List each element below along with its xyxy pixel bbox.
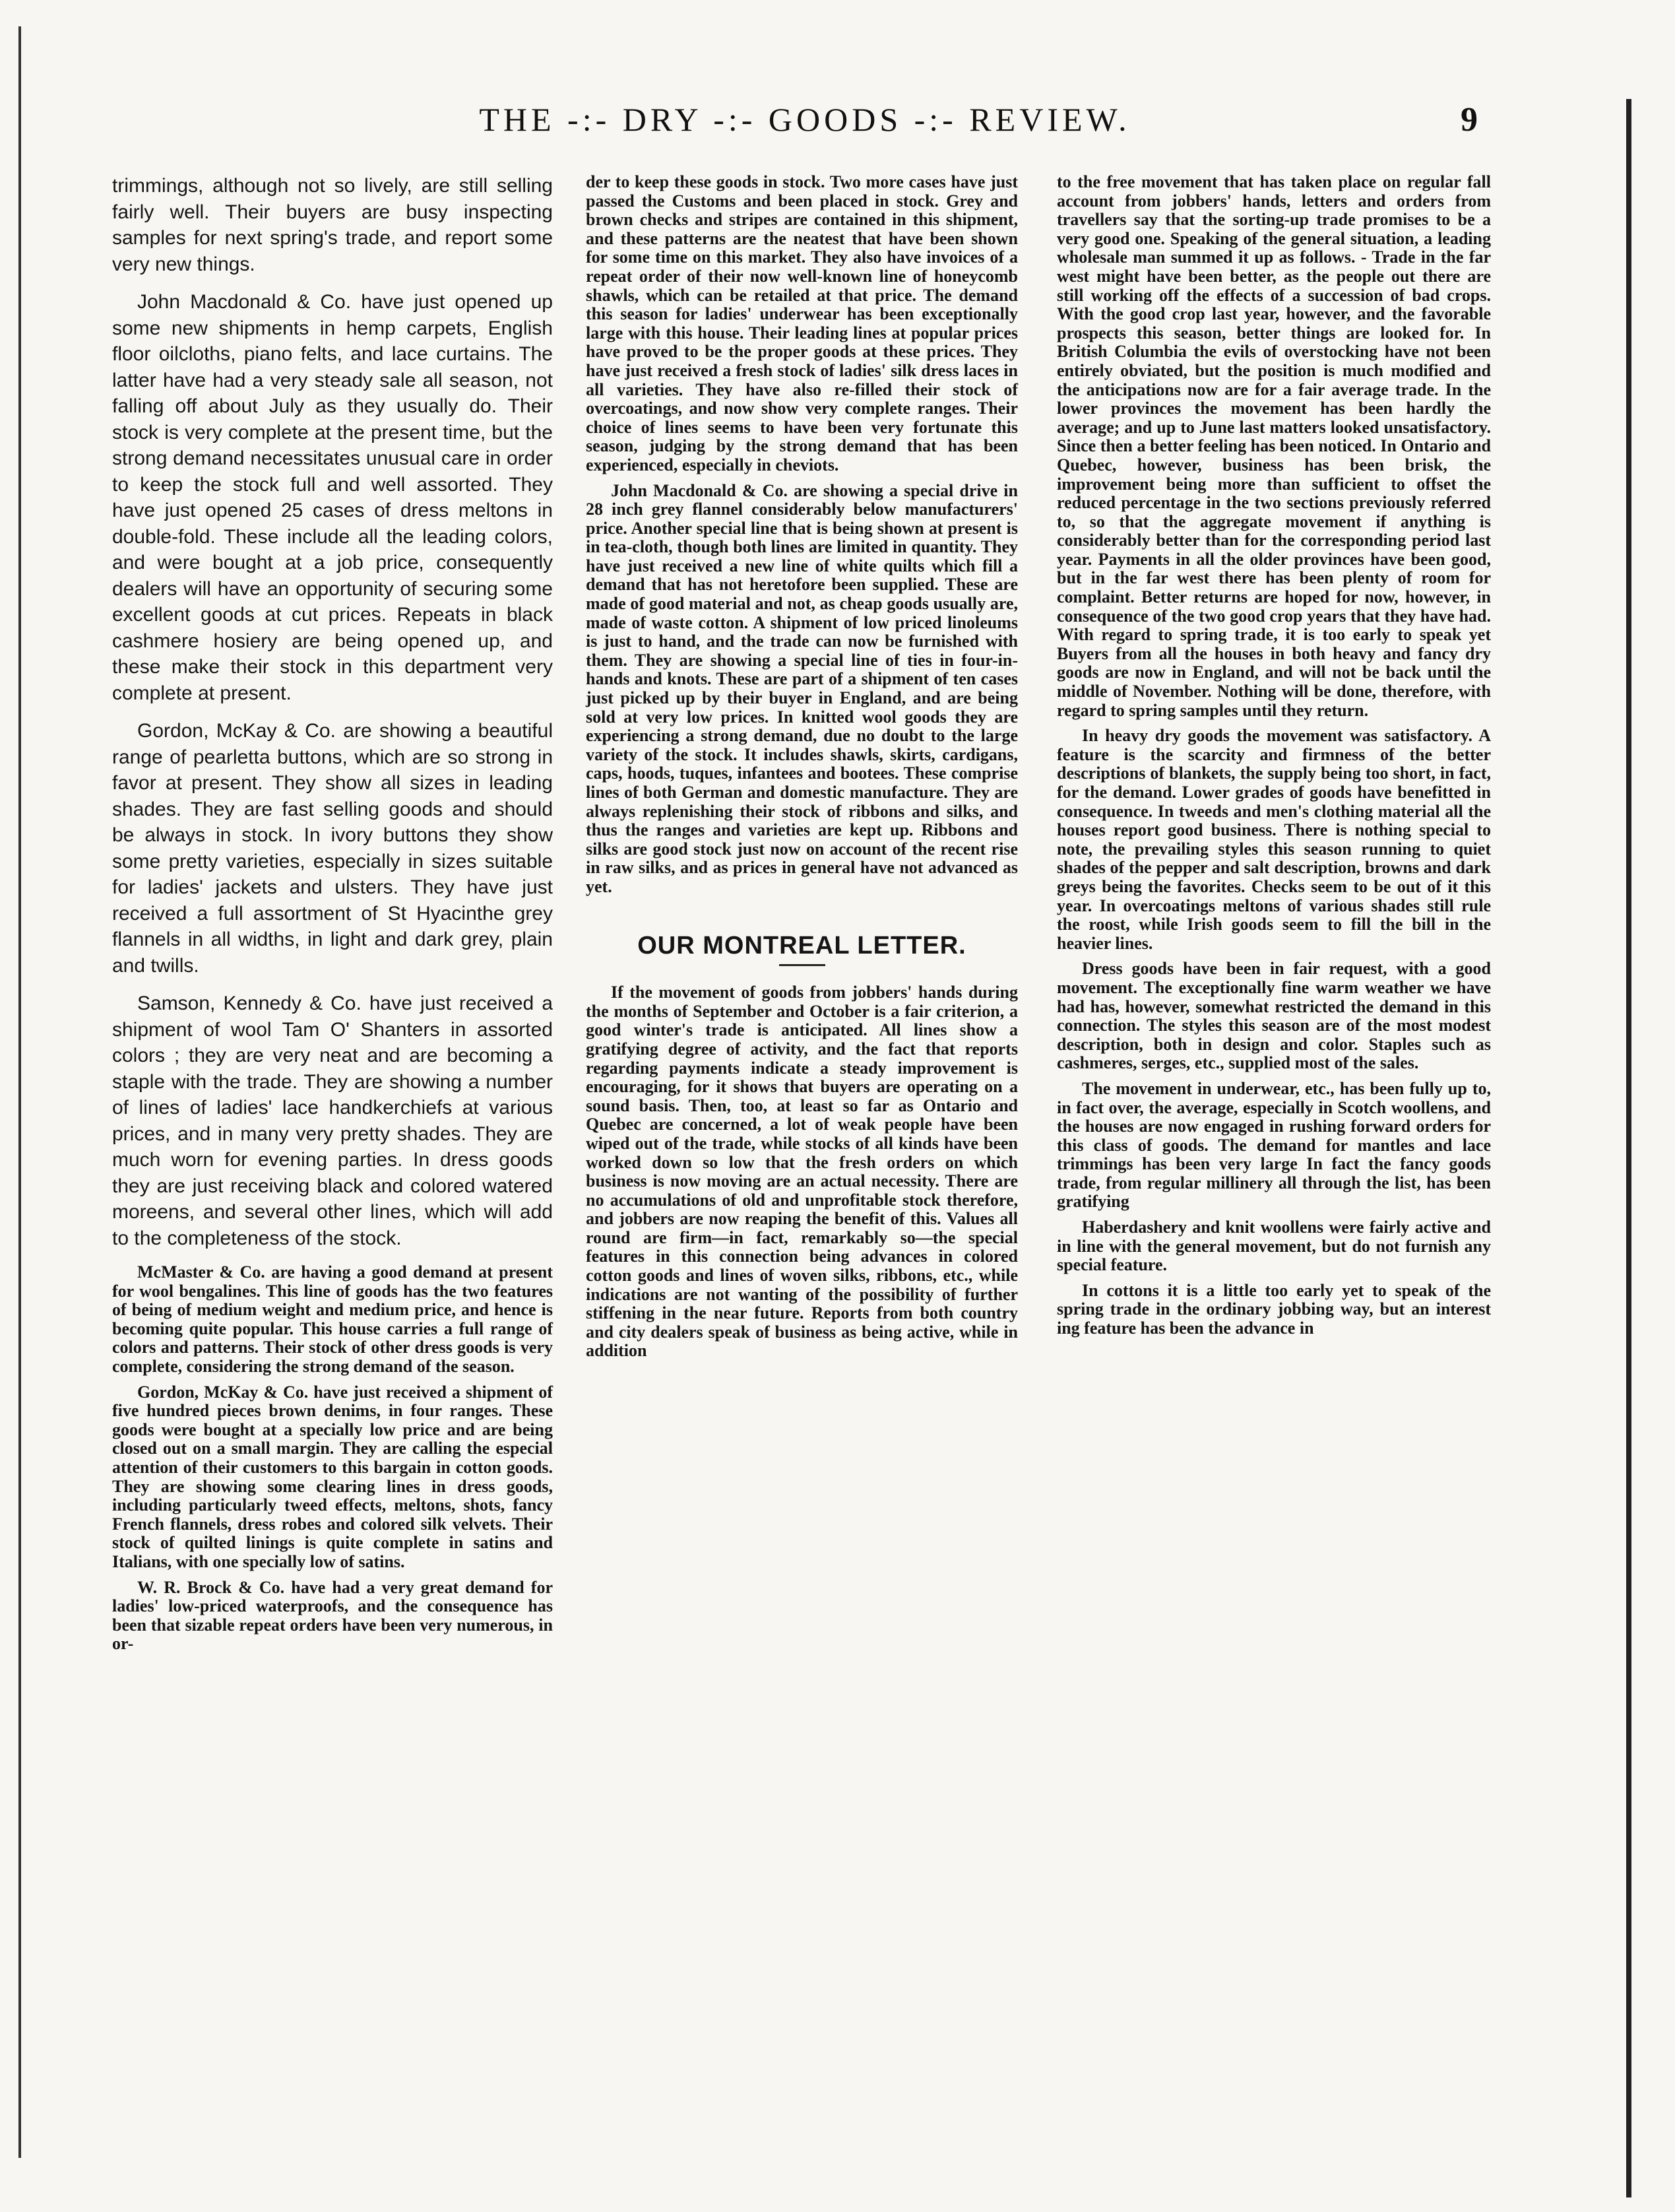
page-header xyxy=(106,100,1504,153)
page-edge-left xyxy=(18,26,21,2158)
paragraph: trimmings, although not so lively, are still selling fairly well. Their buyers are busy inspecting samples for next spring's trade, and report some very new things. xyxy=(112,175,553,275)
paragraph: to the free movement that has taken place on regular fall account from jobbers' hands, letters and orders from travellers say that the sorting-up trade promises to be a very good one. Speaking of the general situation, a leading wholesale man summed it up as follows. - Trade in the far west might have been better, as the people out there are still working off the effects of a succession of bad crops. With the good crop last year, however, and the favorable prospects this season, better things are looked for. In British Columbia the evils of overstocking have not been entirely obviated, but the position is much modified and the anticipations now are for a fair average trade. In the lower provinces the movement has been hardly the average; and up to June last matters looked unsatisfactory. Since then a better feeling has been noticed. In Ontario and Quebec, however, business has been brisk, the improvement being more than sufficient to offset the reduced percentage in the two sections previously referred to, so that the aggregate movement if anything is considerably better than for the corresponding period last year. Payments in all the older provinces have been good, but in the far west there has been plenty of room for complaint. Better returns are hoped for now, however, in consequence of the two good crop years that they have had. With regard to spring trade, it is too early to speak yet Buyers from all the houses in both heavy and fancy dry goods are now in England, and will not be back until the middle of November. Nothing will be done, therefore, with regard to spring samples until they return. xyxy=(1057,172,1491,720)
paragraph: McMaster & Co. are having a good demand at present for wool bengalines. This line of goods has the two features of being of medium weight and medium price, and hence is becoming quite popular. This house carries a full range of colors and patterns. Their stock of other dress goods is very complete, considering the strong demand of the season. xyxy=(112,1262,553,1376)
column-1-upper xyxy=(112,173,553,1251)
column-3 xyxy=(1057,173,1491,1345)
publication-title: THE -:- DRY -:- GOODS -:- REVIEW. xyxy=(479,101,1131,138)
paragraph: If the movement of goods from jobbers' hands during the months of September and October is a fair criterion, a good winter's trade is anticipated. All lines show a gratifying degree of activity, and the fact that reports regarding payments indicate a steady improvement is encouraging, for it shows that buyers are operating on a sound basis. Then, too, at least so far as Ontario and Quebec are concerned, a lot of weak people have been wiped out of the trade, while stocks of all kinds have been worked down so low that the fresh orders on which business is now moving are an actual necessity. There are no accumulations of old and unprofitable stock therefore, and jobbers are now reaping the benefit of this. Values all round are firm—in fact, remarkably so—the special features in this connection being advances in colored cotton goods and lines of woven silks, ribbons, etc., while indications are not wanting of the possibility of further stiffening in the near future. Reports from both country and city dealers speak of business as being active, while in addition xyxy=(586,983,1018,1361)
paragraph: In heavy dry goods the movement was satisfactory. A feature is the scarcity and firmness of the better descriptions of blankets, the supply being too short, in fact, for the demand. Lower grades of goods have benefitted in consequence. In tweeds and men's clothing material all the houses report good business. There is nothing special to note, the prevailing styles this season running to quiet shades of the pepper and salt description, browns and dark greys being the favorites. Checks seem to be out of it this year. In overcoatings meltons of various shades still rule the roost, while Irish goods seem to fill the bill in the heavier lines. xyxy=(1057,726,1491,953)
paragraph: Haberdashery and knit woollens were fairly active and in line with the general movement, but do not furnish any special feature. xyxy=(1057,1218,1491,1275)
paragraph: Gordon, McKay & Co. are showing a beautiful range of pearletta buttons, which are so strong in favor at present. They show all sizes in leading shades. They are fast selling goods and should be always in stock. In ivory buttons they show some pretty varieties, especially in sizes suitable for ladies' jackets and ulsters. They have just received a full assortment of St Hyacinthe grey flannels in all widths, in light and dark grey, plain and twills. xyxy=(112,720,553,977)
column-2 xyxy=(586,173,1018,1367)
paragraph: der to keep these goods in stock. Two more cases have just passed the Customs and been placed in stock. Grey and brown checks and stripes are contained in this shipment, and these patterns are the neatest that have been shown for some time on this market. They also have invoices of a repeat order of their now well-known line of honeycomb shawls, which can be retailed at that price. The demand this season for ladies' underwear has been exceptionally large with this house. Their leading lines at popular prices have proved to be the proper goods at these prices. They have just received a fresh stock of ladies' silk dress laces in all varieties. They have also re-filled their stock of overcoatings, and now show very complete ranges. Their choice of lines seems to have been very fortunate this season, judging by the strong demand that has been experienced, especially in cheviots. xyxy=(586,172,1018,474)
paragraph: The movement in underwear, etc., has been fully up to, in fact over, the average, especially in Scotch woollens, and the houses are now engaged in rushing forward orders for this class of goods. The demand for mantles and lace trimmings has been very large In fact the fancy goods trade, from regular millinery all through the list, has been gratifying xyxy=(1057,1078,1491,1212)
paragraph: In cottons it is a little too early yet to speak of the spring trade in the ordinary jobbing way, but an interest ing feature has been the advance in xyxy=(1057,1280,1491,1338)
paragraph: W. R. Brock & Co. have had a very great demand for ladies' low-priced waterproofs, and the consequence has been that sizable repeat orders have been very numerous, in or- xyxy=(112,1577,553,1654)
page-number: 9 xyxy=(1461,101,1478,139)
section-heading: OUR MONTREAL LETTER. xyxy=(637,931,966,960)
paragraph: John Macdonald & Co. have just opened up some new shipments in hemp carpets, English floor oilcloths, piano felts, and lace curtains. The latter have had a very steady sale all season, not falling off about July as they usually do. Their stock is very complete at the present time, but the strong demand necessitates unusual care in order to keep the stock full and well assorted. They have just opened 25 cases of dress meltons in double-fold. These include all the leading colors, and were bought at a job price, consequently dealers will have an opportunity of securing some excellent goods at cut prices. Repeats in black cashmere hosiery are being opened up, and these make their stock in this department very complete at present. xyxy=(112,291,553,704)
column-1 xyxy=(112,173,553,1660)
page-edge-right xyxy=(1626,99,1631,2197)
paragraph: Dress goods have been in fair request, with a good movement. The exceptionally fine warm weather we have had has, however, somewhat restricted the demand in this connection. The styles this season are of the most modest description, both in design and color. Staples such as cashmeres, serges, etc., supplied most of the sales. xyxy=(1057,959,1491,1073)
column-1-lower xyxy=(112,1263,553,1654)
paragraph: Samson, Kennedy & Co. have just received a shipment of wool Tam O' Shanters in assorted colors ; they are very neat and are becoming a staple with the trade. They are showing a number of lines of ladies' lace handkerchiefs at various prices, and in many very pretty shades. They are much worn for evening parties. In dress goods they are just receiving black and colored watered moreens, and several other lines, which will add to the completeness of the stock. xyxy=(112,992,553,1249)
paragraph: Gordon, McKay & Co. have just received a shipment of five hundred pieces brown denims, in four ranges. These goods were bought at a specially low price and are being closed out on a small margin. They are calling the especial attention of their customers to this bargain in cotton goods. They are showing some clearing lines in dress goods, including particularly tweed effects, meltons, shots, fancy French flannels, dress robes and colored silk velvets. Their stock of quilted linings is quite complete in satins and Italians, with one specially low of satins. xyxy=(112,1382,553,1571)
paragraph: John Macdonald & Co. are showing a special drive in 28 inch grey flannel considerably below manufacturers' price. Another special line that is being shown at present is in tea-cloth, though both lines are limited in quantity. They have just received a new line of white quilts which fill a demand that has not heretofore been supplied. These are made of good material and not, as cheap goods usually are, made of waste cotton. A shipment of low priced linoleums is just to hand, and the trade can now be furnished with them. They are showing a special line of ties in four-in-hands and knots. These are part of a shipment of ten cases just picked up by their buyer in England, and are being sold at very low prices. In knitted wool goods they are experiencing a strong demand, due no doubt to the large variety of the stock. It includes shawls, skirts, cardigans, caps, hoods, tuques, infantees and bootees. These comprise lines of both German and domestic manufacture. They are always replenishing their stock of ribbons and silks, and thus the ranges and varieties are kept up. Ribbons and silks are good stock just now on account of the recent rise in raw silks, and as prices in general have not advanced as yet. xyxy=(586,480,1018,896)
heading-rule xyxy=(779,964,825,966)
